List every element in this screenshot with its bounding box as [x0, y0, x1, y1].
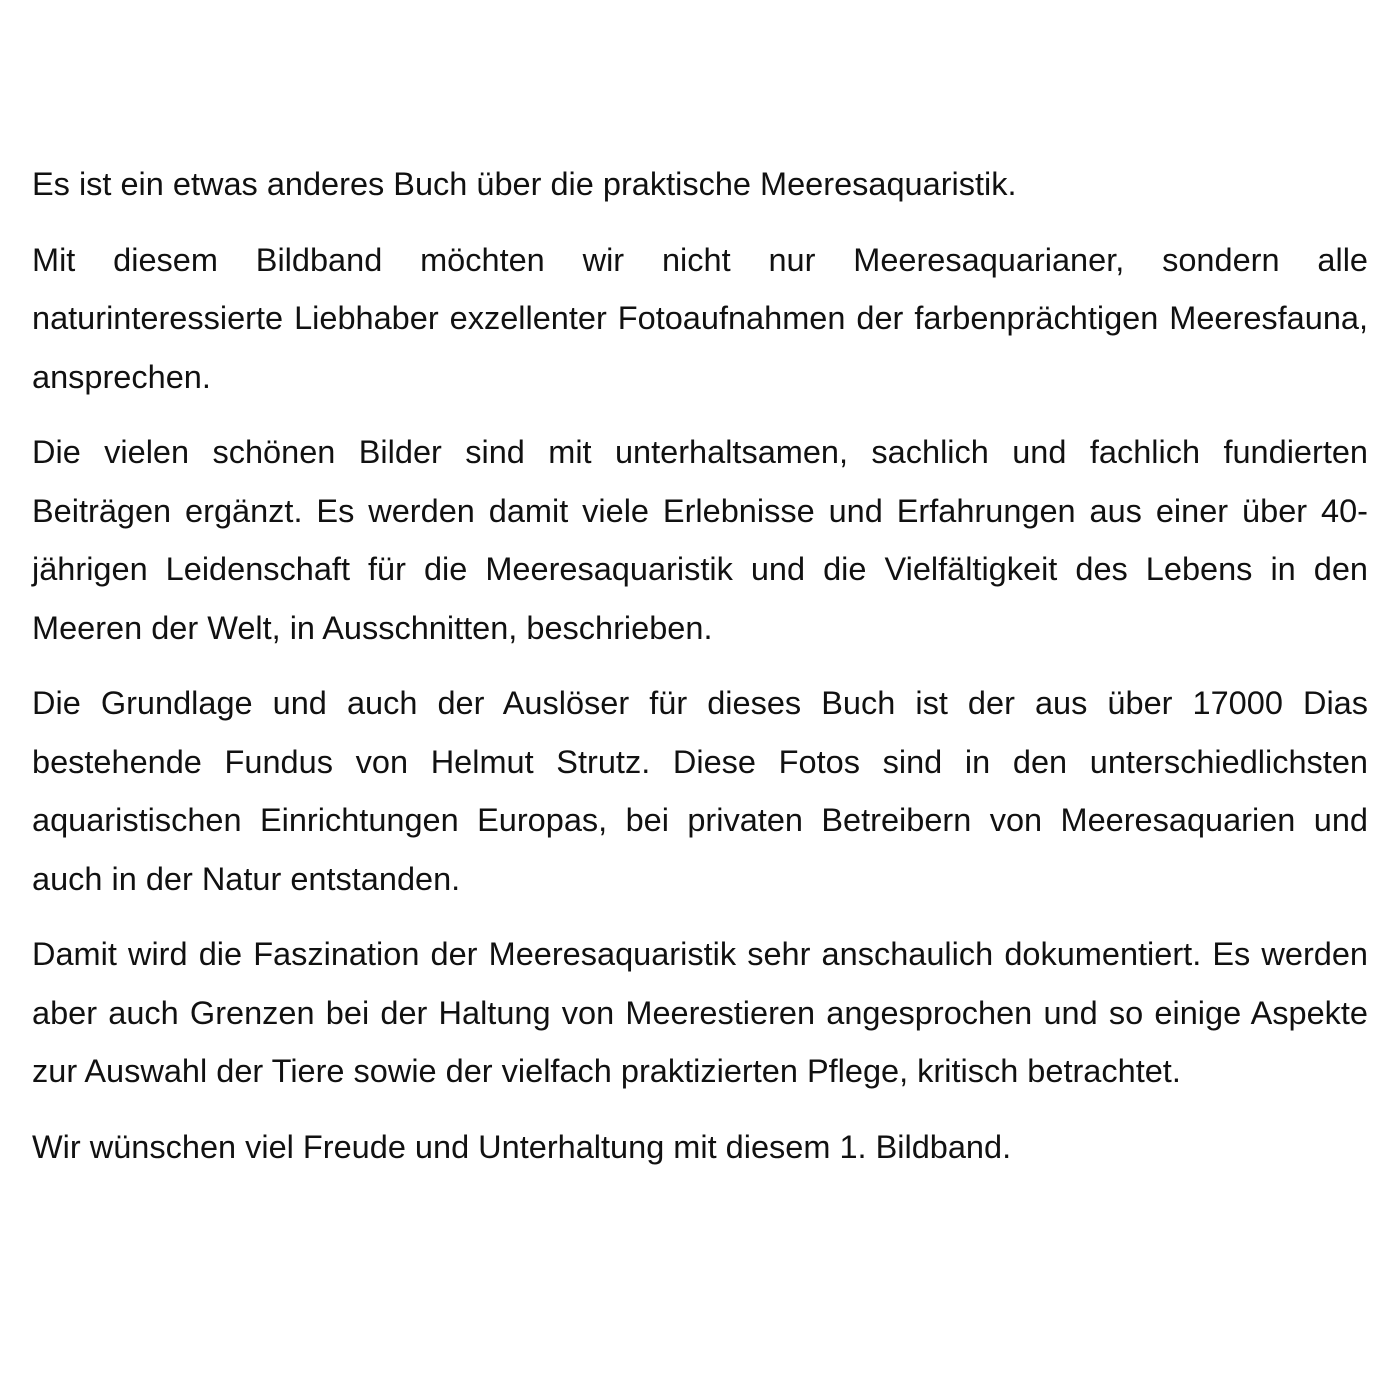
paragraph-audience: Mit diesem Bildband möchten wir nicht nur Meeresaquarianer, sondern alle naturinteressierte Liebhaber exzellenter Fotoaufnahmen der farbenprächtigen Meeresfauna, ansprechen. [32, 241, 1368, 395]
paragraph-fascination: Damit wird die Faszination der Meeresaquaristik sehr anschaulich dokumentiert. Es werden aber auch Grenzen bei der Haltung von Meerestieren angesprochen und so einige Aspekte zur Auswahl der Tiere sowie der vielfach praktizierten Pflege, kritisch betrachtet. [32, 936, 1368, 1089]
paragraph-closing: Wir wünschen viel Freude und Unterhaltung mit diesem 1. Bildband. [32, 1128, 1012, 1165]
paragraph-content: Die vielen schönen Bilder sind mit unterhaltsamen, sachlich und fachlich fundierten Beiträgen ergänzt. Es werden damit viele Erlebnisse und Erfahrungen aus einer über 40-jährigen Leidenschaft für die Meeresaquaristik und die Vielfältigkeit des Lebens in den Meeren der Welt, in Ausschnitten, beschrieben. [32, 434, 1368, 646]
paragraph-intro: Es ist ein etwas anderes Buch über die praktische Meeresaquaristik. [32, 166, 1017, 202]
document-body [32, 155, 1368, 1176]
paragraph-basis: Die Grundlage und auch der Auslöser für dieses Buch ist der aus über 17000 Dias bestehende Fundus von Helmut Strutz. Diese Fotos sind in den unterschiedlichsten aquaristischen Einrichtungen Europas, bei privaten Betreibern von Meeresaquarien und auch in der Natur entstanden. [32, 685, 1368, 897]
